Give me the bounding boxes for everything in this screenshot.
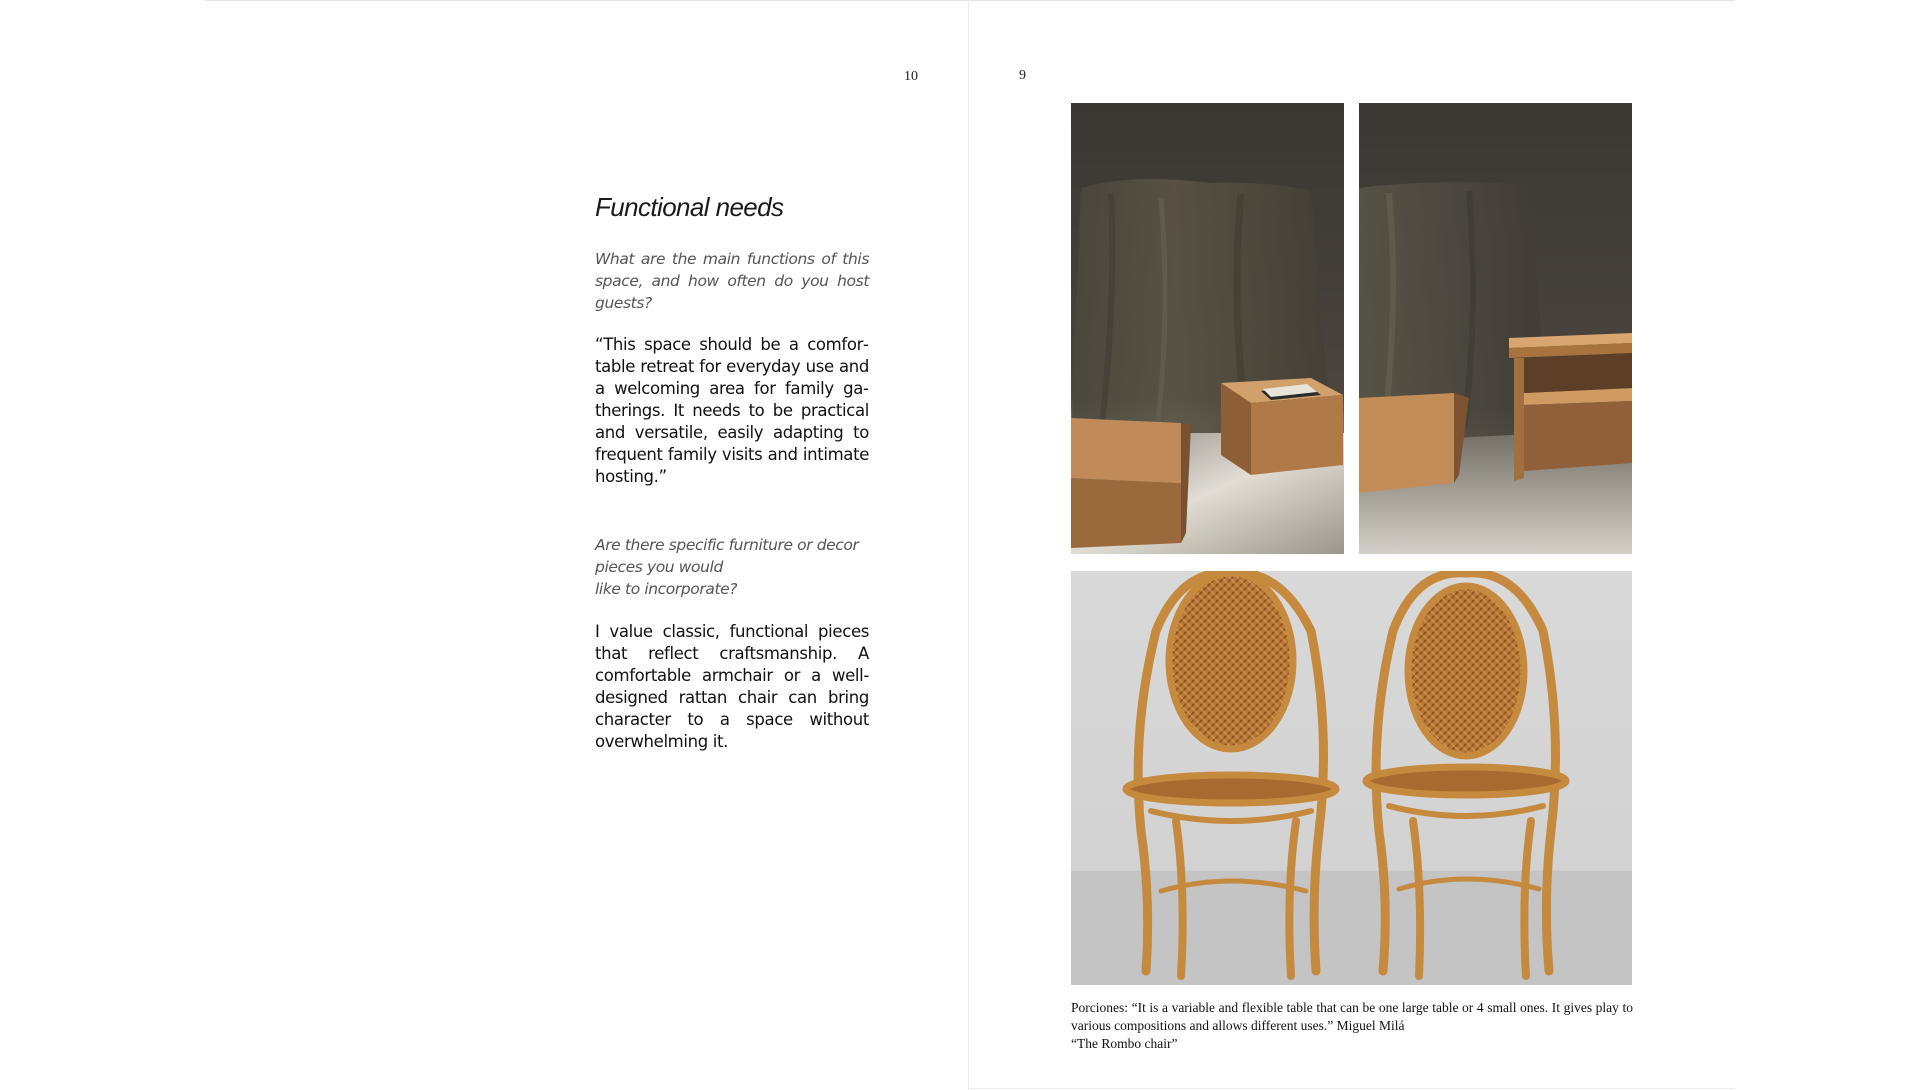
answer-functions: “This space should be a comfortable retreat for everyday use and a welcoming area for family gatherings. It needs to be practical and versatile, easily adapting to frequent family visits and intimate hosting.” <box>595 335 869 486</box>
caption-porciones: Porciones: “It is a variable and flexible table that can be one large table or 4 small ones. It gives play to various compositions and allows different uses.” Miguel Milá <box>1071 1000 1633 1033</box>
right-page-number: 9 <box>1019 68 1026 83</box>
question-functions: What are the main functions of this space, and how often do you host guests? <box>595 250 869 312</box>
question-furniture-line-2: like to incorporate? <box>595 580 738 598</box>
left-page-number: 10 <box>904 69 918 84</box>
rattan-chairs-illustration <box>1071 571 1632 985</box>
question-furniture <box>595 534 869 600</box>
wooden-tables-illustration <box>1071 103 1344 554</box>
bottom-edge-rule <box>968 1088 1735 1089</box>
answer-furniture: I value classic, functional pieces that reflect craftsmanship. A comfortable armchair or a well-designed rattan chair can bring character to a space without overwhelming it. <box>595 622 869 751</box>
photo-wooden-tables-right <box>1359 103 1632 554</box>
wooden-shelf-illustration <box>1359 103 1632 554</box>
page-gutter <box>968 0 969 1090</box>
photo-caption <box>1071 999 1633 1053</box>
photo-rattan-chairs <box>1071 571 1632 985</box>
top-edge-rule <box>205 0 1735 1</box>
question-furniture-line-1: Are there specific furniture or decor pieces you would <box>595 536 859 576</box>
section-heading: Functional needs <box>595 192 784 222</box>
photo-wooden-tables-left <box>1071 103 1344 554</box>
caption-rombo-chair: “The Rombo chair” <box>1071 1036 1178 1051</box>
